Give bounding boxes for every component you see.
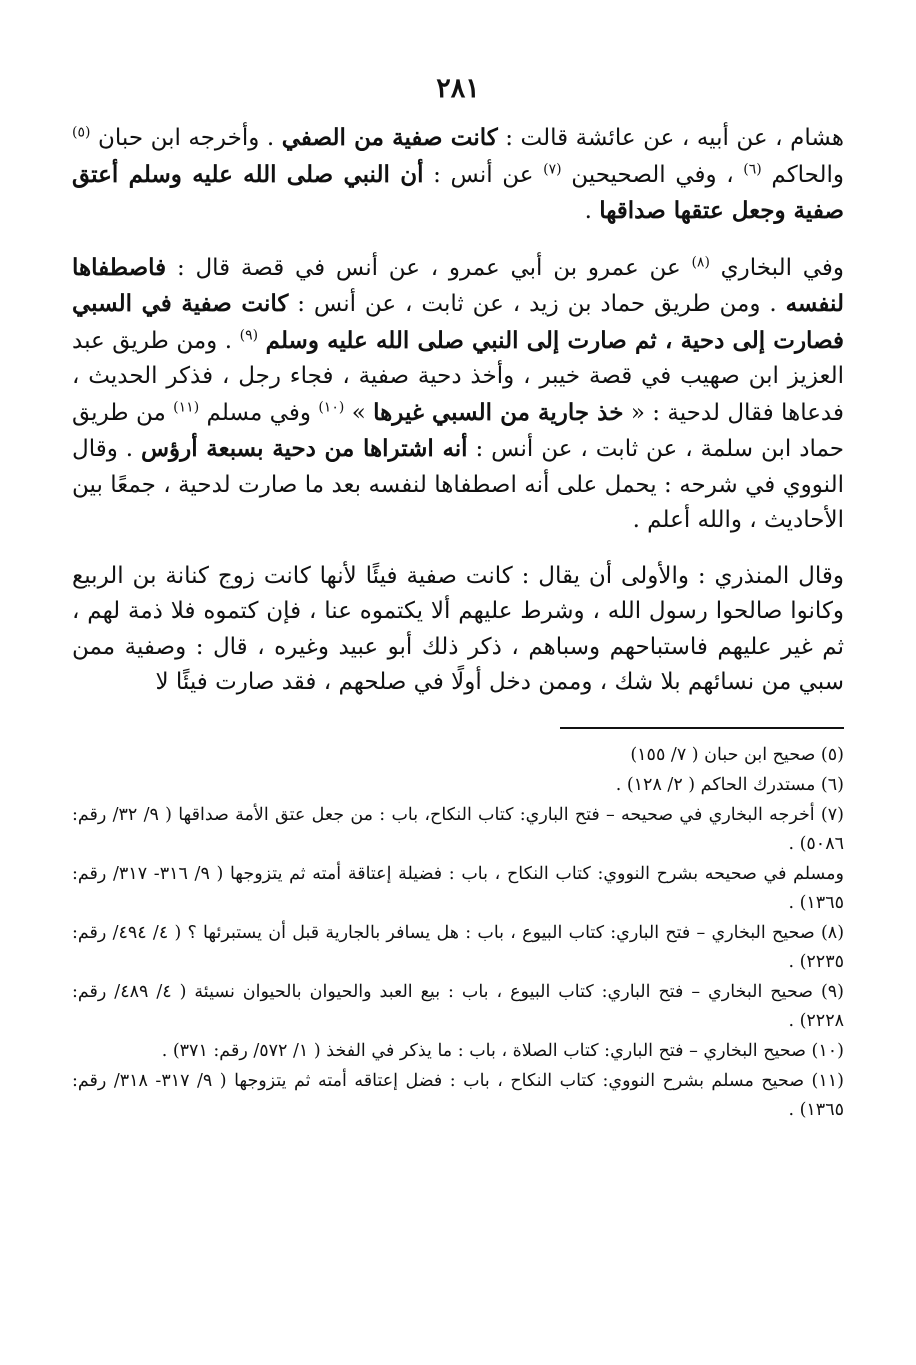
text-segment: . ومن طريق حماد بن زيد ، عن ثابت ، عن أنس : bbox=[288, 291, 786, 317]
footnote-5: (٥) صحيح ابن حبان ( ٧/ ١٥٥) bbox=[630, 744, 844, 765]
text-segment: . ومن طريق عبد العزيز ابن صهيب في قصة خيبر ، وأخذ دحية صفية ، فجاء رجل ، فذكر الحديث ، فدعاها فقال لدحية : « bbox=[72, 327, 844, 426]
document-page bbox=[72, 70, 844, 1126]
footnote-reference: (٧) bbox=[543, 160, 562, 177]
paragraph-3 bbox=[72, 559, 844, 701]
footnote-10: (١٠) صحيح البخاري – فتح الباري: كتاب الصلاة ، باب : ما يذكر في الفخذ ( ١/ ٥٧٢/ رقم: ٣٧١) . bbox=[161, 1040, 844, 1061]
bold-text-segment: أنه اشتراها من دحية بسبعة أرؤس bbox=[140, 435, 468, 462]
footnote-11: (١١) صحيح مسلم بشرح النووي: كتاب النكاح ، باب : فضل إعتاقه أمته ثم يتزوجها ( ٩/ ٣١٧- ٣١٨/ رقم: ١٣٦٥) . bbox=[72, 1070, 844, 1120]
text-segment: وفي البخاري bbox=[709, 254, 844, 281]
bold-text-segment: فاصطفاها لنفسه bbox=[72, 253, 844, 317]
page-number: ٢٨١ bbox=[436, 73, 480, 104]
text-segment: . وقال النووي في شرحه : يحمل على أنه اصطفاها لنفسه بعد ما صارت لدحية ، جمعًا بين الأحاديث ، والله أعلم . bbox=[72, 436, 844, 533]
footnotes bbox=[72, 741, 844, 1125]
footnote-reference: (٨) bbox=[691, 253, 710, 270]
text-segment: هشام ، عن أبيه ، عن عائشة قالت : bbox=[497, 125, 844, 151]
body-text bbox=[72, 120, 844, 701]
text-segment: . وأخرجه ابن حبان bbox=[90, 125, 282, 151]
bold-text-segment: خذ جارية من السبي غيرها bbox=[373, 398, 624, 426]
footnote-7: (٧) أخرجه البخاري في صحيحه – فتح الباري: كتاب النكاح، باب : من جعل عتق الأمة صداقها ( ٩/ ٣٢/ رقم: ٥٠٨٦) . bbox=[72, 804, 844, 854]
text-segment: وقال المنذري : والأولى أن يقال : كانت صفية فيئًا لأنها كانت زوج كنانة بن الربيع وكانوا صالحوا رسول الله ، وشرط عليهم ألا يكتموه عنا ، فإن كتموه فلا ذمة لهم ، ثم غير عليهم فاستباحهم وسباهم ، ذكر ذلك أبو عبيد وغيره ، قال : وصفية ممن سبي من نسائهم بلا شك ، وممن دخل أولًا في صلحهم ، فقد صارت فيئًا لا bbox=[72, 562, 844, 695]
text-segment: عن عمرو بن أبي عمرو ، عن أنس في قصة قال : bbox=[166, 254, 692, 281]
paragraph-2 bbox=[72, 250, 844, 539]
text-segment: وفي مسلم bbox=[199, 399, 319, 426]
bold-text-segment: كانت صفية في السبي فصارت إلى دحية ، ثم صارت إلى النبي صلى الله عليه وسلم bbox=[72, 290, 845, 354]
bold-text-segment: كانت صفية من الصفي bbox=[281, 124, 498, 151]
text-segment: ، وفي الصحيحين bbox=[561, 161, 744, 188]
footnote-reference: (١٠) bbox=[318, 398, 345, 415]
footnote-reference: (١١) bbox=[173, 398, 200, 415]
paragraph-1 bbox=[72, 120, 844, 230]
bold-text-segment: أن النبي صلى الله عليه وسلم أعتق صفية وجعل عتقها صداقها bbox=[72, 160, 844, 224]
footnote-7-continued: ومسلم في صحيحه بشرح النووي: كتاب النكاح ، باب : فضيلة إعتاقة أمته ثم يتزوجها ( ٩/ ٣١٦- ٣١٧/ رقم: ١٣٦٥) . bbox=[72, 863, 844, 913]
text-segment: من طريق حماد ابن سلمة ، عن ثابت ، عن أنس : bbox=[72, 399, 844, 462]
text-segment bbox=[258, 328, 266, 354]
footnote-6: (٦) مستدرك الحاكم ( ٢/ ١٢٨) . bbox=[615, 774, 844, 795]
footnote-9: (٩) صحيح البخاري – فتح الباري: كتاب البيوع ، باب : بيع العبد والحيوان بالحيوان نسيئة ( ٤/ ٤٨٩/ رقم: ٢٢٢٨) . bbox=[72, 981, 844, 1031]
footnote-8: (٨) صحيح البخاري – فتح الباري: كتاب البيوع ، باب : هل يسافر بالجارية قبل أن يستبرئها ؟ ( ٤/ ٤٩٤/ رقم: ٢٢٣٥) . bbox=[72, 922, 845, 972]
text-segment: والحاكم bbox=[761, 161, 844, 188]
footnote-reference: (٥) bbox=[72, 124, 91, 141]
footnote-reference: (٩) bbox=[239, 326, 259, 343]
text-segment: عن أنس : bbox=[423, 161, 544, 188]
footnote-reference: (٦) bbox=[743, 160, 762, 177]
footnote-divider bbox=[560, 727, 844, 729]
text-segment: » bbox=[344, 399, 374, 426]
text-segment: . bbox=[584, 198, 600, 224]
